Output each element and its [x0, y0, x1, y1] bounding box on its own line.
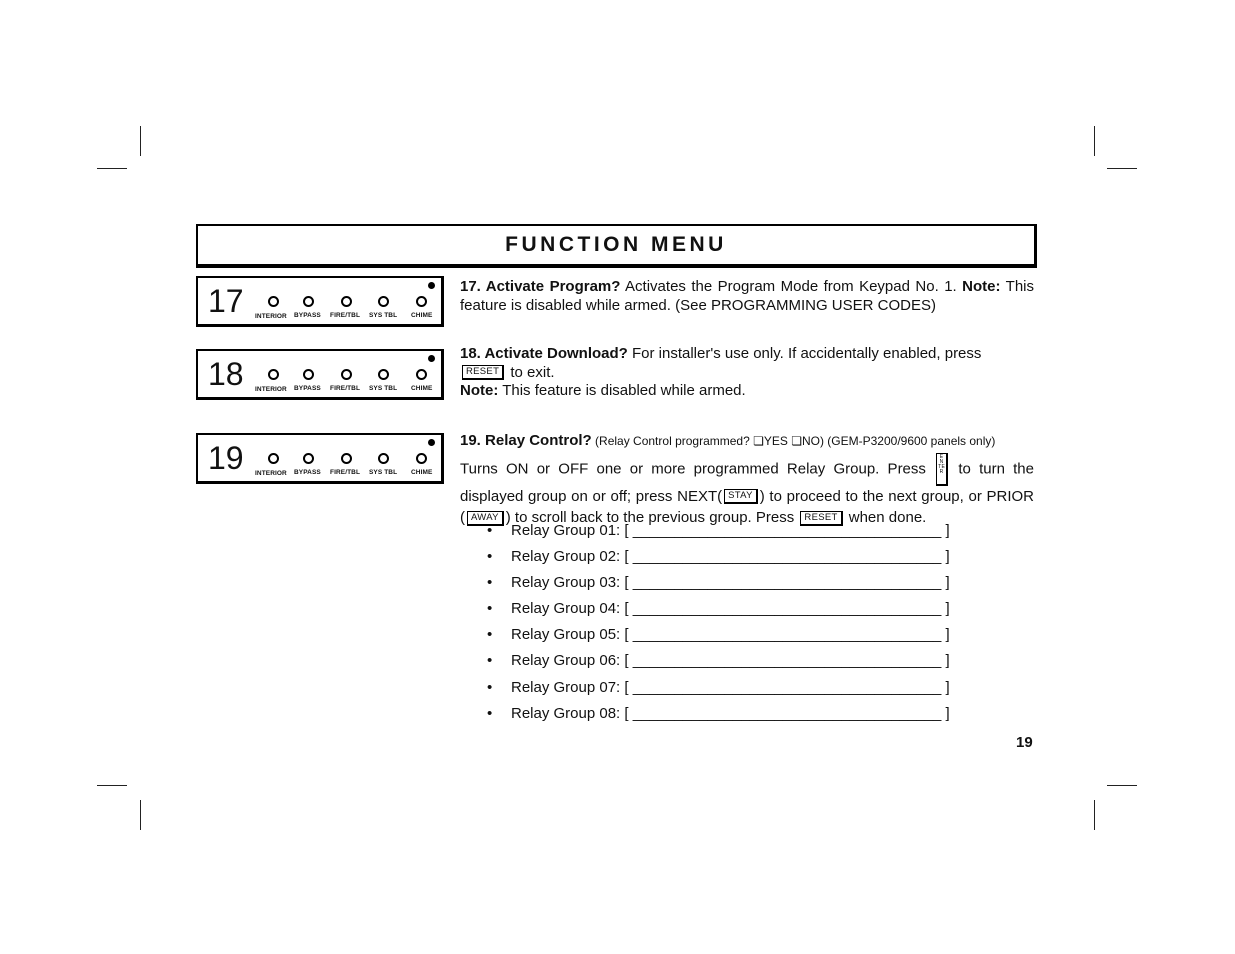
- section-title-box: [196, 224, 1037, 268]
- led-label-chime: CHIME: [411, 385, 433, 392]
- led-sys-tbl: [378, 296, 389, 307]
- item-17-text: Activates the Program Mode from Keypad No. 1.: [620, 278, 963, 295]
- item-19-text-1: Turns ON or OFF one or more programmed Relay Group. Press: [460, 459, 935, 477]
- crop-mark: [140, 126, 141, 156]
- reset-key-icon: RESET: [462, 365, 504, 380]
- led-bypass: [303, 296, 314, 307]
- item-19-subtitle: (Relay Control programmed? ❏YES ❏NO) (GEM-P3200/9600 panels only): [591, 434, 996, 448]
- led-label-sys-tbl: SYS TBL: [369, 385, 398, 392]
- note-label: Note:: [962, 278, 1001, 295]
- led-bypass: [303, 453, 314, 464]
- led-label-bypass: BYPASS: [294, 312, 321, 319]
- crop-mark: [97, 168, 127, 169]
- led-chime: [416, 453, 427, 464]
- led-label-sys-tbl: SYS TBL: [369, 469, 398, 476]
- status-dot: [428, 439, 435, 446]
- stay-key-icon: STAY: [724, 489, 758, 504]
- led-label-fire-tbl: FIRE/TBL: [330, 469, 361, 476]
- item-19-text-4: ) to scroll back to the previous group. Press: [505, 509, 799, 526]
- keypad-number: 18: [208, 356, 244, 392]
- list-item: • Relay Group 05: [ _____________________________________ ]: [487, 625, 950, 651]
- page-number: 19: [1016, 734, 1033, 751]
- item-18-heading: 18. Activate Download?: [460, 345, 628, 362]
- led-label-interior: INTERIOR: [255, 386, 287, 393]
- led-sys-tbl: [378, 369, 389, 380]
- item-19-text-3: ) to proceed to the next group, or PRIOR (: [460, 487, 1034, 526]
- led-label-fire-tbl: FIRE/TBL: [330, 312, 361, 319]
- item-18-text: For installer's use only. If accidentally enabled, press: [627, 345, 982, 362]
- item-18-note: This feature is disabled while armed.: [498, 382, 746, 399]
- keypad-display-18: [196, 349, 444, 400]
- crop-mark: [1094, 800, 1095, 830]
- reset-key-icon: RESET: [800, 511, 842, 526]
- keypad-number: 19: [208, 440, 244, 476]
- led-label-bypass: BYPASS: [294, 385, 321, 392]
- keypad-display-19: [196, 433, 444, 484]
- page-title: FUNCTION MENU: [505, 233, 727, 256]
- item-19-text-5: when done.: [844, 509, 927, 526]
- item-19-heading: 19. Relay Control?: [460, 432, 592, 449]
- led-label-sys-tbl: SYS TBL: [369, 312, 398, 319]
- relay-group-list: [487, 521, 950, 730]
- crop-mark: [1107, 785, 1137, 786]
- led-chime: [416, 296, 427, 307]
- keypad-number: 17: [208, 283, 244, 319]
- led-interior: [268, 296, 279, 307]
- away-key-icon: AWAY: [467, 511, 504, 526]
- led-fire-tbl: [341, 296, 352, 307]
- led-bypass: [303, 369, 314, 380]
- crop-mark: [1107, 168, 1137, 169]
- item-19-description: [460, 430, 1034, 529]
- crop-mark: [140, 800, 141, 830]
- status-dot: [428, 282, 435, 289]
- led-chime: [416, 369, 427, 380]
- led-interior: [268, 453, 279, 464]
- led-label-interior: INTERIOR: [255, 470, 287, 477]
- keypad-display-17: [196, 276, 444, 327]
- list-item: • Relay Group 08: [ _____________________________________ ]: [487, 704, 950, 730]
- item-19-text-2: to turn the displayed group on or off; press NEXT(: [460, 459, 1034, 505]
- led-label-bypass: BYPASS: [294, 469, 321, 476]
- crop-mark: [97, 785, 127, 786]
- status-dot: [428, 355, 435, 362]
- list-item: • Relay Group 04: [ _____________________________________ ]: [487, 599, 950, 625]
- led-interior: [268, 369, 279, 380]
- led-fire-tbl: [341, 369, 352, 380]
- led-label-interior: INTERIOR: [255, 313, 287, 320]
- item-17-heading: 17. Activate Program?: [460, 278, 621, 295]
- crop-mark: [1094, 126, 1095, 156]
- item-18-text-2: to exit.: [506, 363, 555, 381]
- list-item: • Relay Group 02: [ _____________________________________ ]: [487, 547, 950, 573]
- item-17-description: [460, 278, 1034, 315]
- item-18-description: [460, 345, 1034, 401]
- led-fire-tbl: [341, 453, 352, 464]
- enter-key-icon: ENTER: [936, 453, 948, 486]
- list-item: • Relay Group 07: [ _____________________________________ ]: [487, 678, 950, 704]
- led-label-chime: CHIME: [411, 469, 433, 476]
- note-label: Note:: [460, 382, 499, 399]
- item-17-note: This feature is disabled while armed. (See PROGRAMMING USER CODES): [460, 278, 1035, 314]
- led-label-chime: CHIME: [411, 312, 433, 319]
- list-item: • Relay Group 03: [ _____________________________________ ]: [487, 573, 950, 599]
- list-item: • Relay Group 06: [ _____________________________________ ]: [487, 651, 950, 677]
- led-sys-tbl: [378, 453, 389, 464]
- list-item: • Relay Group 01: [ _____________________________________ ]: [487, 521, 950, 547]
- led-label-fire-tbl: FIRE/TBL: [330, 385, 361, 392]
